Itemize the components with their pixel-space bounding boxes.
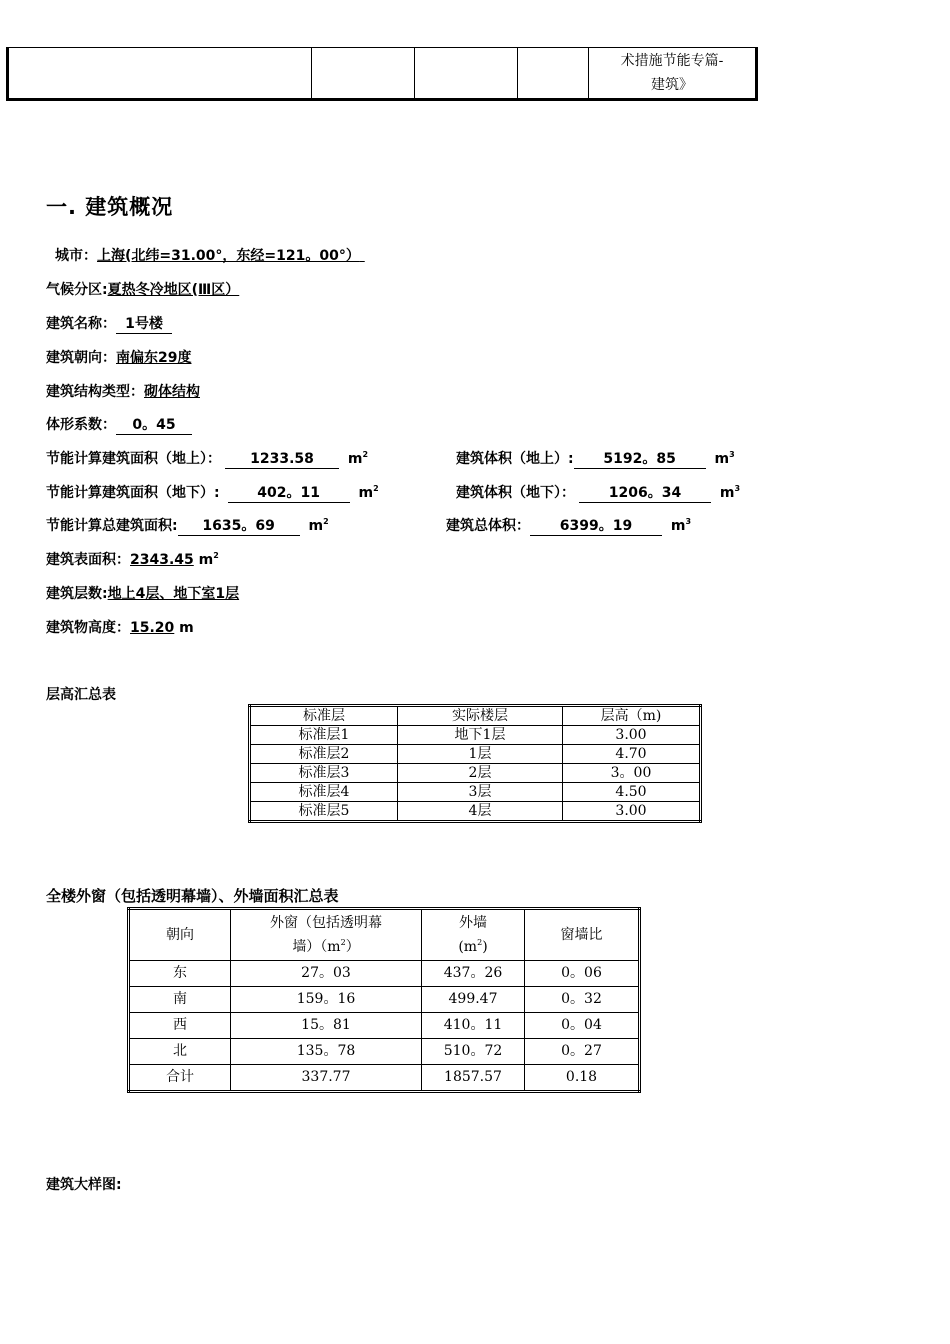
height-value: 15.20 bbox=[130, 620, 175, 636]
below-area-unit: $m^2$ bbox=[358, 484, 379, 501]
height-unit: m bbox=[179, 620, 194, 636]
cell: 3.00 bbox=[563, 726, 701, 745]
cell: 2层 bbox=[398, 764, 563, 783]
surface-value: 2343.45 bbox=[130, 552, 194, 568]
cell: 标准层4 bbox=[250, 783, 398, 802]
above-volume-value: 5192。85 bbox=[574, 451, 706, 469]
top-table-last-cell bbox=[589, 48, 757, 100]
top-cell-line-2: 建筑》 bbox=[651, 77, 693, 93]
total-area-line bbox=[46, 515, 329, 536]
cell: 135。78 bbox=[231, 1039, 422, 1065]
header-standard-floor: 标准层 bbox=[250, 706, 398, 726]
table-row bbox=[250, 745, 701, 764]
cell: 标准层5 bbox=[250, 802, 398, 822]
surface-line bbox=[46, 549, 219, 569]
total-volume-value: 6399。19 bbox=[530, 518, 662, 536]
below-area-line bbox=[46, 482, 379, 503]
table-row bbox=[129, 1039, 640, 1065]
table-row bbox=[250, 726, 701, 745]
shape-label: 体形系数： bbox=[46, 417, 116, 433]
cell: 3层 bbox=[398, 783, 563, 802]
below-volume-line bbox=[456, 482, 740, 503]
orientation-line bbox=[46, 347, 191, 367]
floor-table-header bbox=[250, 706, 701, 726]
city-value: 上海(北纬=31.00°，东经=121。00°） bbox=[97, 248, 360, 264]
below-volume-value: 1206。34 bbox=[579, 485, 711, 503]
cell: 410。11 bbox=[422, 1013, 525, 1039]
table-row bbox=[129, 1013, 640, 1039]
total-area-unit: $m^2$ bbox=[308, 517, 329, 534]
cell: 3.00 bbox=[563, 802, 701, 822]
cell: 南 bbox=[129, 987, 231, 1013]
shape-line bbox=[46, 414, 192, 435]
top-table-cell bbox=[312, 48, 415, 100]
table-row bbox=[250, 802, 701, 822]
city-line bbox=[55, 245, 365, 265]
floor-table-title: 层高汇总表 bbox=[46, 687, 116, 703]
top-table-cell bbox=[415, 48, 518, 100]
cell: 1857.57 bbox=[422, 1065, 525, 1092]
table-row bbox=[250, 764, 701, 783]
structure-label: 建筑结构类型： bbox=[46, 384, 144, 400]
cell: 西 bbox=[129, 1013, 231, 1039]
climate-label: 气候分区: bbox=[46, 282, 108, 298]
table-row bbox=[129, 961, 640, 987]
floor-height-table bbox=[248, 704, 702, 823]
cell: 1层 bbox=[398, 745, 563, 764]
cell: 15。81 bbox=[231, 1013, 422, 1039]
above-area-unit: $m^2$ bbox=[347, 450, 369, 467]
cell: 4层 bbox=[398, 802, 563, 822]
name-value: 1号楼 bbox=[116, 316, 172, 334]
total-volume-unit: $m^3$ bbox=[670, 517, 692, 534]
area-table-header bbox=[129, 909, 640, 961]
above-volume-unit: $m^3$ bbox=[714, 450, 735, 467]
table-row bbox=[129, 1065, 640, 1092]
top-table-fragment bbox=[6, 47, 758, 101]
cell: 合计 bbox=[129, 1065, 231, 1092]
header-actual-floor: 实际楼层 bbox=[398, 706, 563, 726]
surface-unit: $m^2$ bbox=[198, 551, 219, 568]
cell: 0.18 bbox=[525, 1065, 640, 1092]
total-volume-label: 建筑总体积： bbox=[446, 518, 530, 534]
above-volume-line bbox=[456, 448, 735, 469]
window-wall-area-table bbox=[127, 907, 641, 1093]
total-area-label: 节能计算总建筑面积: bbox=[46, 518, 178, 534]
below-area-value: 402。11 bbox=[228, 485, 350, 503]
cell: 4.70 bbox=[563, 745, 701, 764]
total-area-value: 1635。69 bbox=[178, 518, 300, 536]
header-orientation: 朝向 bbox=[129, 909, 231, 961]
height-line bbox=[46, 617, 194, 637]
cell: 27。03 bbox=[231, 961, 422, 987]
cell: 标准层3 bbox=[250, 764, 398, 783]
floors-label: 建筑层数: bbox=[46, 586, 108, 602]
cell: 0。06 bbox=[525, 961, 640, 987]
cell: 437。26 bbox=[422, 961, 525, 987]
cell: 4.50 bbox=[563, 783, 701, 802]
structure-line bbox=[46, 381, 200, 401]
cell: 0。04 bbox=[525, 1013, 640, 1039]
cell: 标准层1 bbox=[250, 726, 398, 745]
orientation-label: 建筑朝向： bbox=[46, 350, 116, 366]
cell: 地下1层 bbox=[398, 726, 563, 745]
header-floor-height: 层高（m) bbox=[563, 706, 701, 726]
cell: 标准层2 bbox=[250, 745, 398, 764]
cell: 3。00 bbox=[563, 764, 701, 783]
name-label: 建筑名称： bbox=[46, 316, 116, 332]
floors-value: 地上4层、地下室1层 bbox=[107, 586, 240, 602]
table-row bbox=[250, 783, 701, 802]
name-line bbox=[46, 313, 172, 334]
cell: 东 bbox=[129, 961, 231, 987]
table-row bbox=[129, 987, 640, 1013]
cell: 499.47 bbox=[422, 987, 525, 1013]
below-volume-label: 建筑体积（地下）： bbox=[456, 485, 575, 501]
floors-line bbox=[46, 583, 239, 603]
cell: 337.77 bbox=[231, 1065, 422, 1092]
orientation-value: 南偏东29度 bbox=[116, 350, 192, 366]
city-label: 城市： bbox=[55, 248, 97, 264]
below-volume-unit: $m^3$ bbox=[719, 484, 741, 501]
cell: 510。72 bbox=[422, 1039, 525, 1065]
above-area-line bbox=[46, 448, 368, 469]
above-volume-label: 建筑体积（地上）: bbox=[456, 451, 574, 467]
top-table-cell bbox=[8, 48, 312, 100]
climate-value: 夏热冬冷地区(Ⅲ区） bbox=[107, 282, 240, 298]
shape-value: 0。45 bbox=[116, 417, 192, 435]
cell: 159。16 bbox=[231, 987, 422, 1013]
cell: 北 bbox=[129, 1039, 231, 1065]
top-cell-line-1: 术措施节能专篇- bbox=[620, 53, 724, 69]
area-table-title: 全楼外窗（包括透明幕墙）、外墙面积汇总表 bbox=[46, 887, 339, 905]
height-label: 建筑物高度： bbox=[46, 620, 130, 636]
above-area-label: 节能计算建筑面积（地上）： bbox=[46, 451, 221, 467]
above-area-value: 1233.58 bbox=[225, 451, 339, 469]
cell: 0。27 bbox=[525, 1039, 640, 1065]
top-table-cell bbox=[518, 48, 589, 100]
total-volume-line bbox=[446, 515, 691, 536]
header-wall-area: 外墙 $(m^2)$ bbox=[422, 909, 525, 961]
cell: 0。32 bbox=[525, 987, 640, 1013]
detail-drawing-label: 建筑大样图: bbox=[46, 1177, 122, 1193]
header-window-wall-ratio: 窗墙比 bbox=[525, 909, 640, 961]
header-window-area: 外窗（包括透明幕 墙）$(m^2)$ bbox=[231, 909, 422, 961]
section-title: 一. 建筑概况 bbox=[46, 195, 174, 219]
structure-value: 砌体结构 bbox=[144, 384, 200, 400]
climate-line bbox=[46, 279, 239, 299]
below-area-label: 节能计算建筑面积（地下）: bbox=[46, 485, 220, 501]
surface-label: 建筑表面积： bbox=[46, 552, 130, 568]
